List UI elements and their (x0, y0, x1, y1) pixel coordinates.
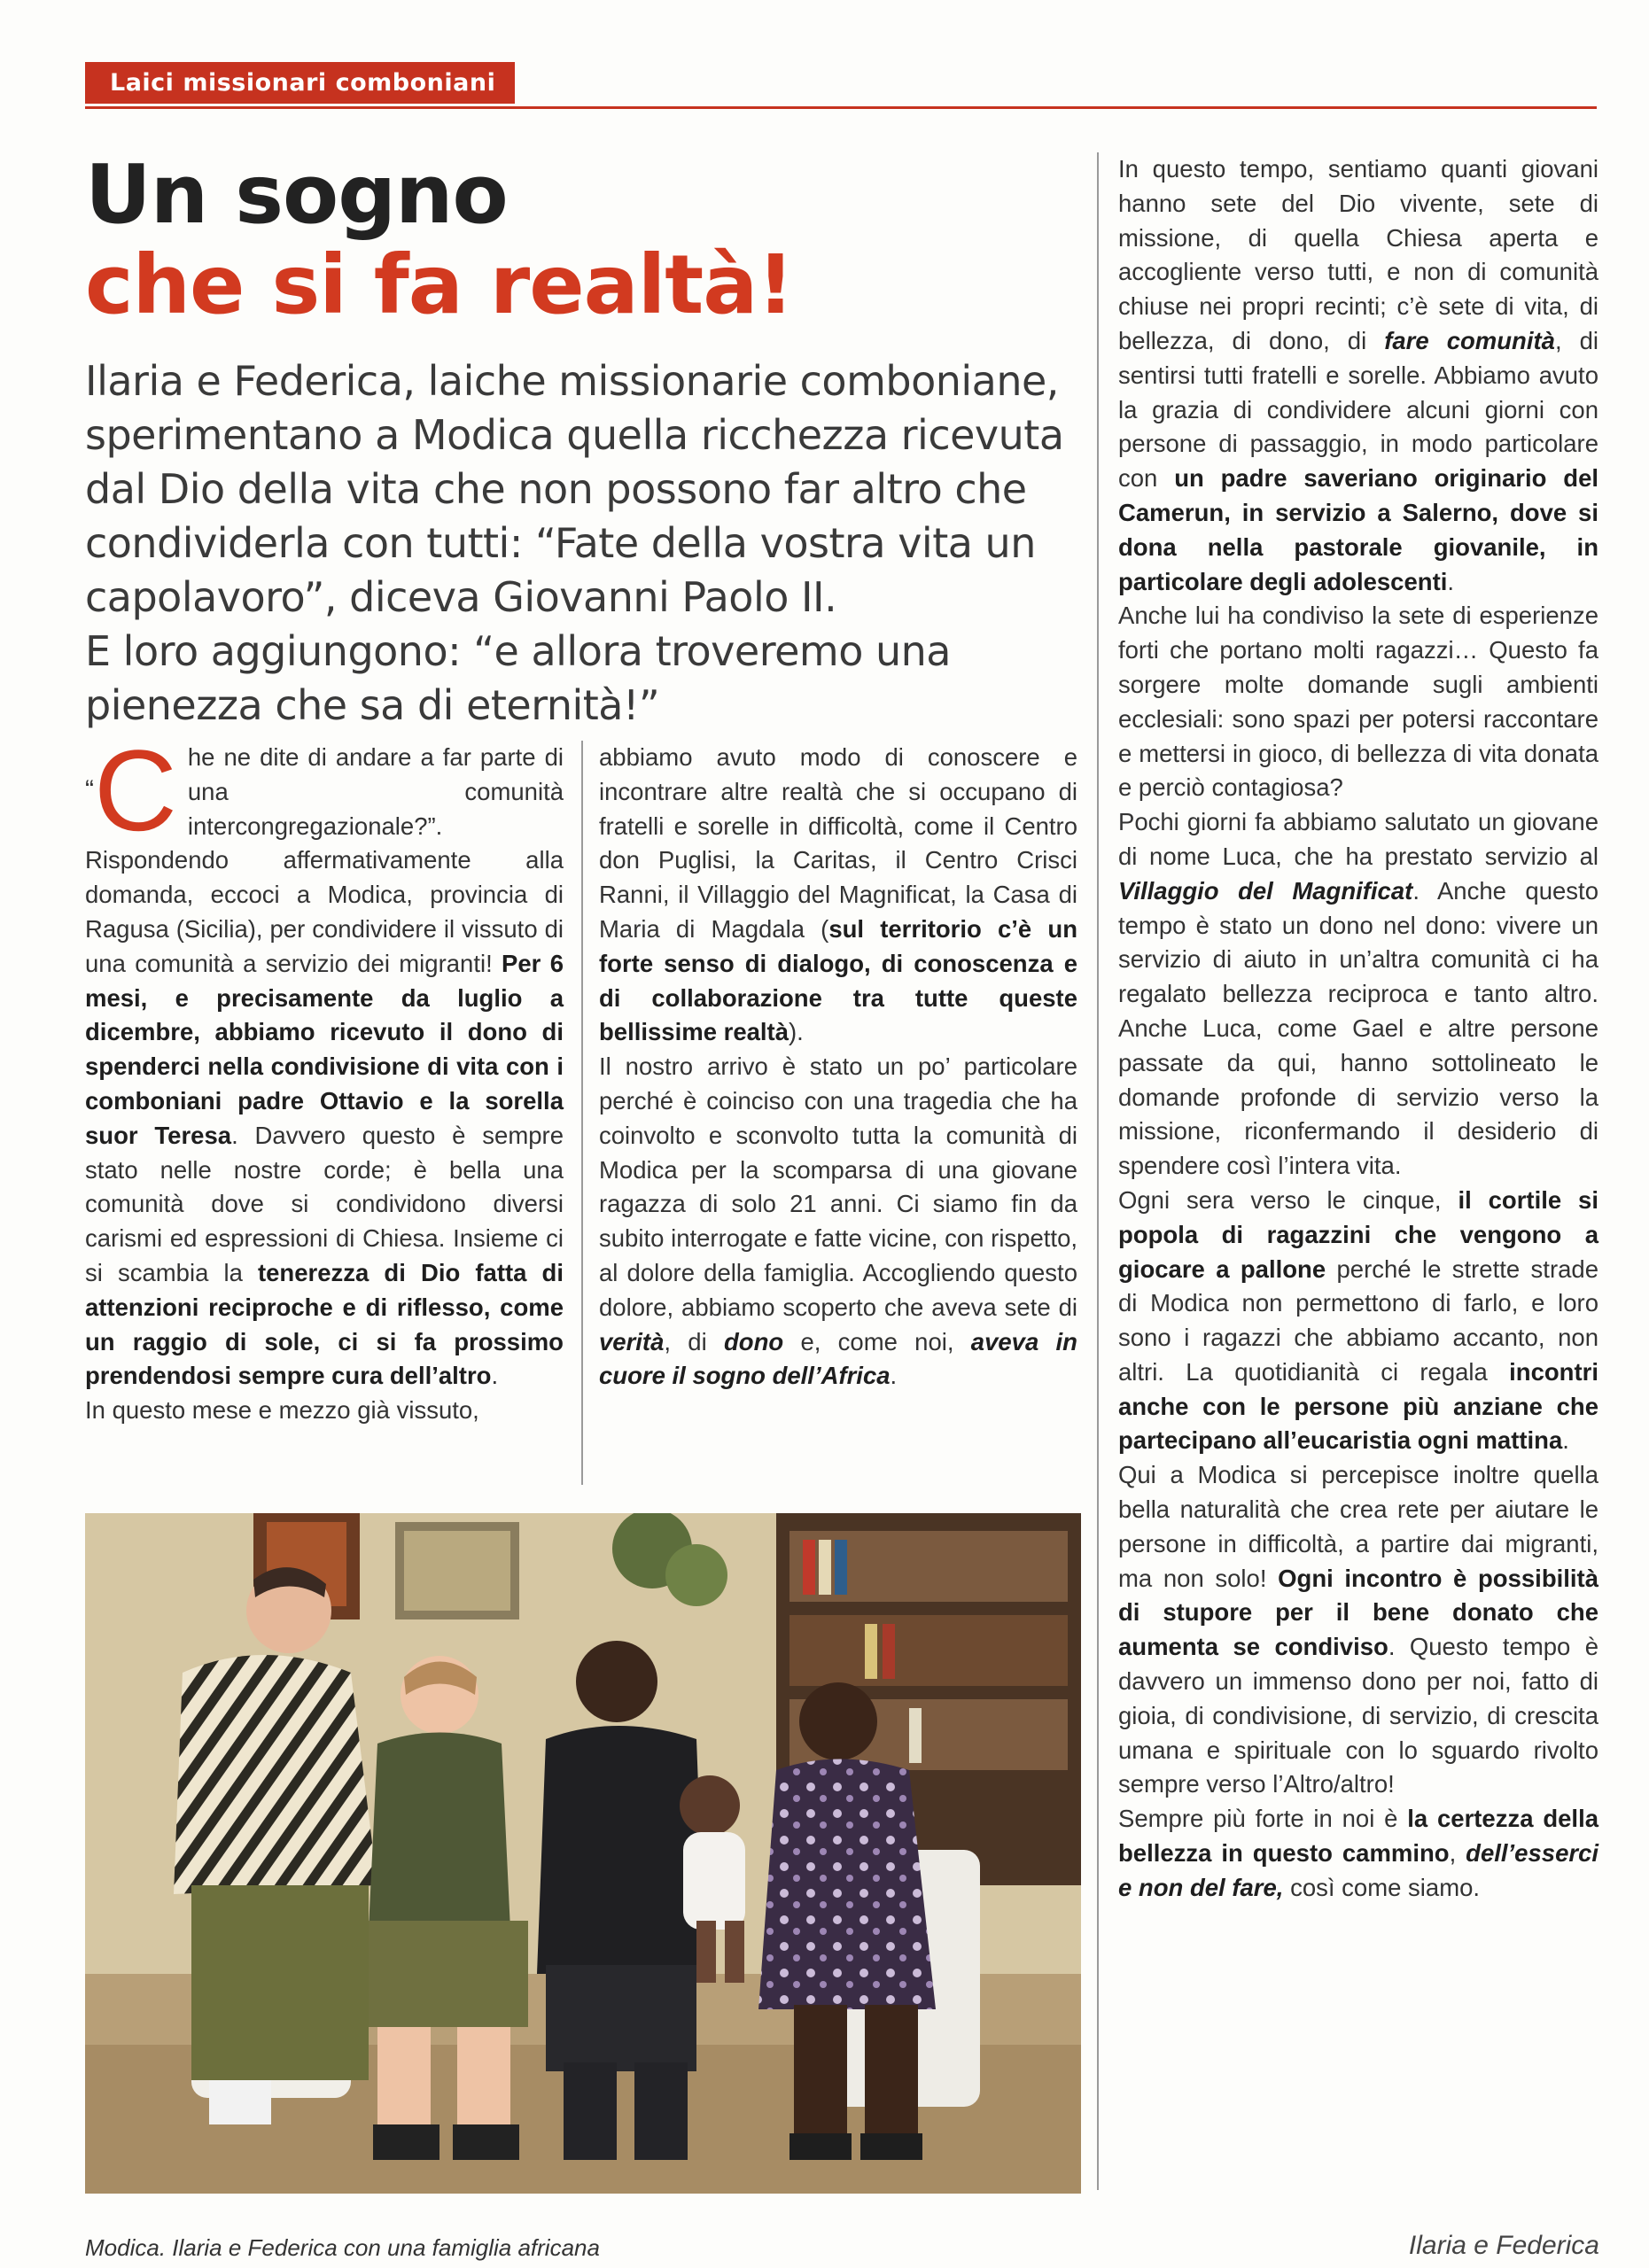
text-run: Sempre più forte in noi è (1118, 1805, 1408, 1833)
text-run: , (1449, 1839, 1466, 1868)
right-paragraph-6 (1118, 1802, 1598, 1905)
text-run: , di sentirsi tutti fratelli e sorelle. Abbiamo avuto la grazia di condividere alcuni giorni con persone di passaggio, in modo particolare con (1118, 326, 1598, 493)
group-photo (85, 1513, 1081, 2194)
photo-caption: Modica. Ilaria e Federica con una famiglia africana (85, 2234, 600, 2261)
bold-run: tenerezza di Dio fatta di attenzioni reciproche e di riflesso, come un raggio di sole, ci si fa prossimo prendendosi sempre cura dell’altro (85, 1258, 564, 1390)
text-run: Qui a Modica si percepisce inoltre quella bella naturalità che crea rete per aiutare le persone in difficoltà, a partire dai migranti, ma non solo! (1118, 1461, 1598, 1592)
middle-paragraph-1 (599, 741, 1077, 1050)
right-paragraph-2: Anche lui ha condiviso la sete di esperienze forti che portano molti ragazzi… Questo fa sorgere molte domande sugli ambienti ecclesiali: sono spazi per potersi raccontare e mettersi in gioco, di bellezza di vita donata e perciò contagiosa? (1118, 602, 1598, 802)
article-title-line-2: che si fa realtà! (85, 237, 794, 332)
right-paragraph-1 (1118, 152, 1598, 599)
text-run: così come siamo. (1283, 1873, 1481, 1901)
bold-run: Per 6 mesi, e precisamente da luglio a dicembre, abbiamo ricevuto il dono di spenderci nella condivisione di vita con i comboniani padre Ottavio e la sorella suor Teresa (85, 949, 564, 1149)
text-run: . Questo tempo è davvero un immenso dono per noi, fatto di gioia, di condivisione, di servizio, di crescita umana e spirituale con lo sguardo rivolto sempre verso l’Altro/altro! (1118, 1633, 1598, 1798)
text-run: Ogni sera verso le cinque, (1118, 1185, 1458, 1214)
text-run: . Davvero questo è sempre stato nelle nostre corde; è bella una comunità dove si condividono diversi carismi ed espressioni di Chiesa. Insieme ci si scambia la (85, 1121, 564, 1286)
left-paragraph-2: In questo mese e mezzo già vissuto, (85, 1396, 479, 1425)
drop-cap (85, 726, 177, 855)
subtitle-paragraph-1: Ilaria e Federica, laiche missionarie comboniane, sperimentano a Modica quella ricchezza ricevuta dal Dio della vita che non possono far altro che condividerla con tutti: “Fate della vostra vita un capolavoro”, diceva Giovanni Paolo II. (85, 357, 1064, 621)
bold-run: un padre saveriano originario del Camerun, in servizio a Salerno, dove si dona nella pastorale giovanile, in particolare degli adolescenti (1118, 464, 1598, 595)
column-divider-1 (581, 741, 583, 1485)
right-paragraph-4 (1118, 1184, 1598, 1458)
middle-paragraph-2 (599, 1050, 1077, 1394)
bold-italic-run: dono (723, 1327, 784, 1355)
text-run: Pochi giorni fa abbiamo salutato un giovane di nome Luca, che ha prestato servizio al (1118, 808, 1598, 870)
section-rule (85, 106, 1597, 109)
author-signature: Ilaria e Federica (1408, 2231, 1599, 2260)
bold-italic-run: dell’esserci e non del fare, (1118, 1839, 1598, 1901)
subtitle-paragraph-2: E loro aggiungono: “e allora troveremo una pienezza che sa di eternità!” (85, 627, 951, 729)
drop-cap-quote: “ (85, 775, 94, 804)
text-run: he ne dite di andare a far parte di una comunità intercongregazionale?”. Rispondendo affermativamente alla domanda, eccoci a Modica, provincia di Ragusa (Sicilia), per condividere il vissuto di una comunità a servizio dei migranti! (85, 743, 564, 977)
article-subtitle (85, 354, 1086, 733)
bold-run: sul territorio c’è un forte senso di dialogo, di conoscenza e di collaborazione tra tutte queste bellissime realtà (599, 914, 1077, 1046)
text-run: . (1562, 1426, 1569, 1455)
bold-italic-run: Villaggio del Magnificat (1118, 876, 1413, 905)
text-run: . (890, 1362, 898, 1390)
bold-run: la certezza della bellezza in questo cammino (1118, 1805, 1598, 1868)
body-column-middle (599, 741, 1077, 1394)
right-paragraph-5 (1118, 1458, 1598, 1802)
text-run: perché le strette strade di Modica non permettono di farlo, e loro sono i ragazzi che abbiamo accanto, non altri. La quotidianità ci regala (1118, 1254, 1598, 1386)
text-run: . Anche questo tempo è stato un dono nel dono: vivere un servizio di aiuto in un’altra comunità ci ha regalato bellezza reciproca e tanto altro. Anche Luca, come Gael e altre persone passate da qui, hanno sottolineato le domande profonde di servizio verso la missione, riconfermando il desiderio di spendere così l’intera vita. (1118, 876, 1598, 1180)
bold-run: Ogni incontro è possibilità di stupore per il bene donato che aumenta se condiviso (1118, 1564, 1598, 1661)
bold-italic-run: verità (599, 1327, 665, 1355)
text-run: In questo tempo, sentiamo quanti giovani hanno sete del Dio vivente, sete di missione, di quella Chiesa aperta e accogliente verso tutti, e non di comunità chiuse nei propri recinti; c’è sete di vita, di bellezza, di dono, di (1118, 155, 1598, 354)
text-run: abbiamo avuto modo di conoscere e incontrare altre realtà che si occupano di fratelli e sorelle in difficoltà, come il Centro don Puglisi, la Caritas, il Centro Crisci Ranni, il Villaggio del Magnificat, la Casa di Maria di Magdala ( (599, 743, 1077, 943)
group-photo-illustration (85, 1513, 1081, 2194)
bold-italic-run: fare comunità (1384, 326, 1555, 354)
text-run: Il nostro arrivo è stato un po’ particolare perché è coinciso con una tragedia che ha coinvolto e sconvolto tutta la comunità di Modica per la scomparsa di una giovane ragazza di solo 21 anni. Ci siamo fin da subito interrogate e fatte vicine, con rispetto, al dolore della famiglia. Accogliendo questo dolore, abbiamo scoperto che aveva sete di (599, 1052, 1077, 1321)
article-title-line-1: Un sogno (85, 147, 508, 242)
body-column-left (85, 726, 564, 1428)
text-run: , di (664, 1327, 724, 1355)
body-column-right (1118, 152, 1598, 1906)
drop-cap-letter: C (94, 726, 177, 855)
text-run: . (1447, 567, 1455, 595)
bold-run: incontri anche con le persone più anziane che partecipano all’eucaristia ogni mattina (1118, 1357, 1598, 1455)
column-divider-2 (1097, 152, 1099, 2190)
bold-run: il cortile si popola di ragazzini che vengono a giocare a pallone (1118, 1185, 1598, 1283)
text-run: ). (789, 1018, 804, 1046)
left-paragraph-1 (85, 726, 564, 1394)
bold-italic-run: aveva in cuore il sogno dell’Africa (599, 1327, 1077, 1390)
right-paragraph-3 (1118, 805, 1598, 1184)
text-run: e, come noi, (783, 1327, 971, 1355)
section-label: Laici missionari comboniani (85, 62, 515, 104)
text-run: . (491, 1362, 499, 1390)
